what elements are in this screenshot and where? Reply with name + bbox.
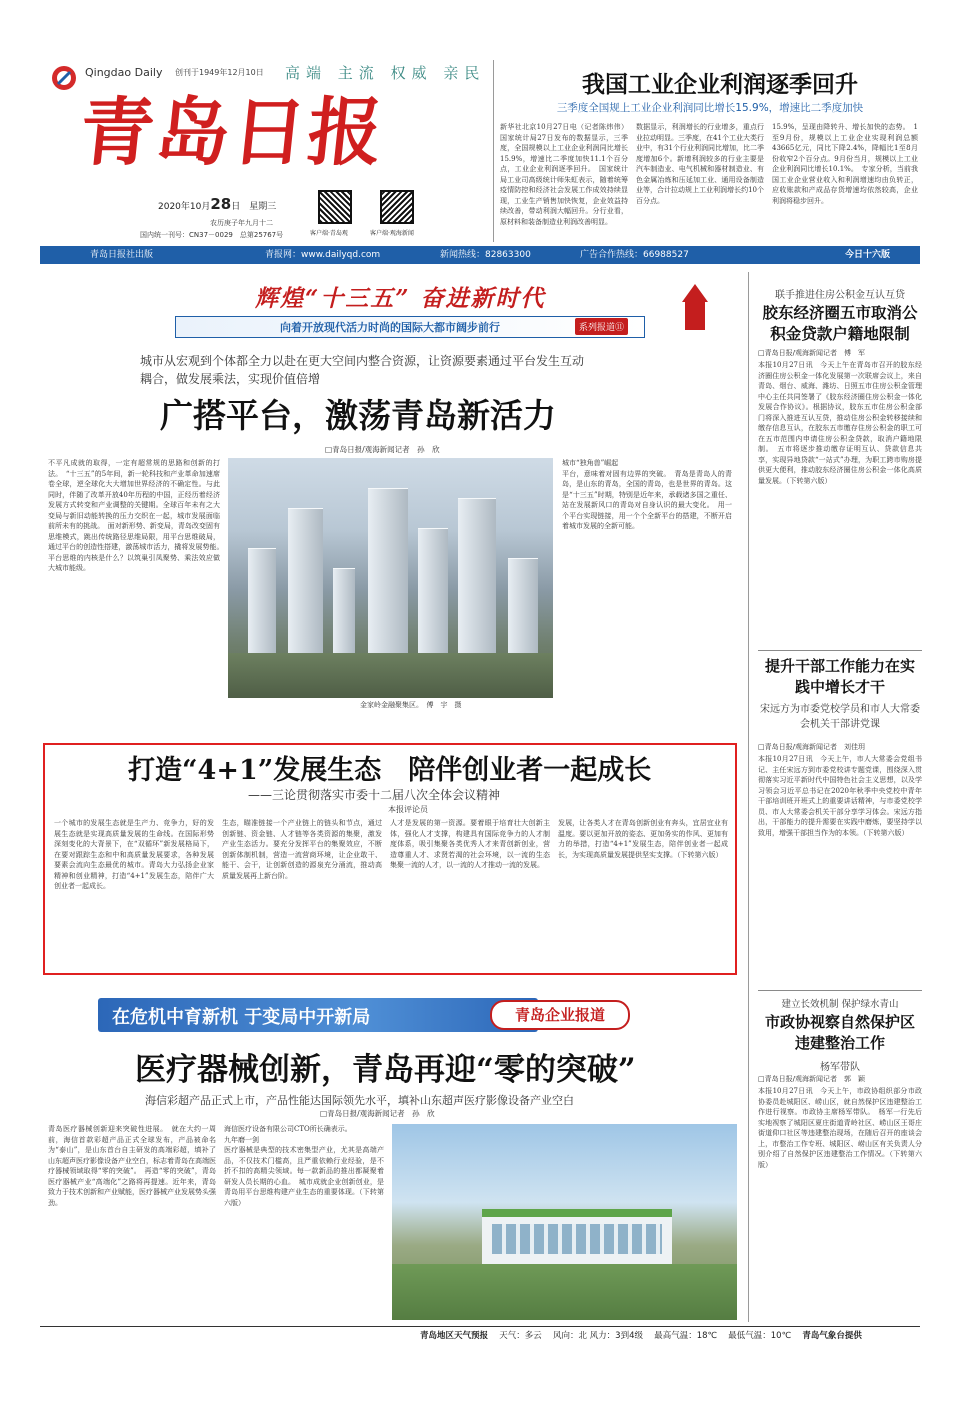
- city-photo-caption: 金家岭金融聚集区。 傅 宇 摄: [360, 701, 462, 709]
- feature2-col2: 生态，瞄准链接一个产业链上的链头和节点，通过创新链、资金链、人才链等各类资源的集聚，激发产业生态活力。要充分发挥平台的集聚效应，不断创新体制机制，营造一流营商环境，让企业敢干、能干、会干，让创新创造的源泉充分涌流，推动高质量发展再上新台阶。: [222, 819, 382, 880]
- top-story-subhead: 三季度全国规上工业企业利润同比增长15.9%，增速比二季度加快: [556, 102, 864, 114]
- logo-icon: [50, 64, 78, 92]
- series-tag[interactable]: 系列报道⑪: [575, 318, 628, 335]
- s1-kicker: 联手推进住房公积金互认互贷: [775, 290, 905, 301]
- landmark-icon: [680, 282, 710, 332]
- feature2-col3: 人才是发展的第一资源。要着眼于培育壮大创新主体，强化人才支撑，构建具有国际竞争力的人才制度体系，吸引集聚各类优秀人才来青创新创业，营造尊重人才、求贤若渴的社会环境，以一流的生态集聚一流的人才，以一流的人才推动一流的发展。: [390, 819, 550, 869]
- weather-wind-dir: 风向：北: [552, 1331, 587, 1341]
- masthead-title: 青岛日报: [75, 90, 389, 176]
- s1-byline: □青岛日报/观海新闻记者 傅 军: [758, 349, 865, 357]
- top-story-col1: 新华社北京10月27日电（记者陈炜伟）国家统计局27日发布的数据显示，三季度，全国规模以上工业企业利润同比增长15.9%，增速比二季度加快11.1个百分点，工业企业利润逐季回升。 国家统计局工业司高级统计师朱虹表示，随着统筹疫情防控和经济社会发展工作成效持续显现，工业生产销售加快恢复，企业效益持续改善，带动利润大幅回升。分行业看，原材料和装备制造业利润改善明显。: [500, 123, 628, 226]
- feature2-subhead: ——三论贯彻落实市委十二届八次全体会议精神: [248, 788, 501, 802]
- weather-sky: 天气：多云: [499, 1331, 542, 1341]
- feature1-body-right: 城市“独角兽”崛起 平台，意味着对固有边界的突破。 青岛是青岛人的青岛，是山东的青岛，全国的青岛，也是世界的青岛。这是“十三五”时期，特别是近年来，承载诸多国之重任、站在发展新风口的青岛对自身认识的最大变化。 用一个平台实现链接，用一个个全新平台的搭建，不断开启着城市发展的全新可能。: [562, 459, 732, 530]
- feature2-headline[interactable]: 打造“4+1”发展生态 陪伴创业者一起成长: [128, 755, 652, 786]
- issn: 国内统一刊号：CN37－0029 总第25767号: [140, 231, 284, 239]
- feature1-byline: □青岛日报/观海新闻记者 孙 欣: [325, 445, 440, 454]
- feature1-headline[interactable]: 广搭平台，激荡青岛新活力: [160, 396, 556, 435]
- s3-byline: □青岛日报/观海新闻记者 郭 颖: [758, 1075, 865, 1083]
- sidebar: [758, 272, 922, 1322]
- feature3-col1: 青岛医疗器械创新迎来突破性进展。 就在大约一周前，海信首款彩超产品正式全球发布，产品被命名为“泰山”，是山东首台自主研发的高端彩超，填补了山东超声医疗影像设备产业空白，标志着青岛在高端医疗器械领域取得“零的突破”。 再造“零的突破”，青岛医疗器械产业“高端化”之路将再提速。近年来，青岛致力于技术创新和产业赋能，医疗器械产业发展势头强劲。: [48, 1125, 216, 1207]
- medical-campus-photo[interactable]: [392, 1124, 737, 1320]
- s2-body: 本报10月27日讯 今天上午，市人大常委会党组书记、主任宋远方到市委党校讲专题党课，围绕深入贯彻落实习近平新时代中国特色社会主义思想，以及学习领会习近平总书记在2020年秋季中央党校中青年干部培训班开班式上的重要讲话精神，与市委党校学员、市人大常委会机关干部分享学习体会。宋远方指出，干部能力的提升需要在实践中磨炼，要坚持学以致用，增强干部担当作为的本领。（下转第六版）: [758, 755, 922, 837]
- s3-kicker: 建立长效机制 保护绿水青山: [781, 999, 899, 1010]
- top-story-col3: 15.9%，呈现由降转升、增长加快的态势。 1至9月份，规模以上工业企业实现利润总额43665亿元，同比下降2.4%，降幅比1至8月份收窄2个百分点。9月份当月，规模以上工业企业利润同比增长10.1%。 专家分析，当前我国工业企业营业收入和利润增速均由负转正，应收账款和产成品存货增速均依然较高，企业利润将稳步回升。: [772, 123, 918, 205]
- top-story-col2: 数据显示，利润增长的行业增多，重点行业拉动明显。三季度，在41个工业大类行业中，有31个行业利润同比增加，比二季度增加6个。新增利润较多的行业主要是汽车制造业、电气机械和器材制造业、有色金属冶炼和压延加工业、通用设备制造业等，合计拉动规上工业利润增长约10个百分点。: [636, 123, 764, 205]
- top-story-headline[interactable]: 我国工业企业利润逐季回升: [582, 71, 858, 98]
- info-bar: [40, 246, 920, 264]
- brand-en: Qingdao Daily: [85, 66, 163, 79]
- lunar-date: 农历庚子年九月十二: [210, 219, 273, 227]
- feature2-col4: 发展，让各类人才在青岛创新创业有奔头，宜居宜业有温度。要以更加开放的姿态、更加务实的作风、更加有力的举措，打造“4+1”发展生态，陪伴创业者一起成长，为实现高质量发展提供坚实支撑。（下转第六版）: [558, 819, 728, 859]
- qr-right-label: 客户端·观海新闻: [370, 230, 414, 237]
- top-story: [500, 62, 920, 242]
- feature3-deck: 海信彩超产品正式上市，产品性能达国际领先水平，填补山东超声医疗影像设备产业空白: [145, 1094, 574, 1107]
- feature1-body-left: 不平凡成就的取得，一定有超常规的思路和创新的打法。 “十三五”的5年间，新一轮科技和产业革命加速席卷全球，逆全球化大大增加世界经济的不确定性。与此同时，伴随了改革开放40年历程的中国，正经历着经济发展方式转变和产业调整的关键期。全球百年未有之大变局与新旧动能转换的压力交织在一起，城市发展面临前所未有的挑战。 面对新形势、新变局，青岛改变固有思维模式，跳出传统路径思维局限，用平台思维破局，通过平台的创造性搭建，激荡城市活力，撬将发展势能。 平台思维的内核是什么？以筑巢引凤聚势、乘法效应做大城市能级。: [48, 459, 227, 572]
- weather-max: 最高气温：18℃: [654, 1331, 718, 1341]
- weather-wind-force: 风力：3到4级: [589, 1331, 643, 1341]
- masthead: [40, 58, 500, 238]
- ad-hotline: 广告合作热线：66988527: [580, 250, 689, 260]
- qr-code-right[interactable]: [380, 190, 414, 224]
- website-link[interactable]: 青报网：www.dailyqd.com: [265, 250, 381, 260]
- feature2: [48, 748, 734, 972]
- feature3-banner: [98, 998, 538, 1032]
- s3-subhead: 杨军带队: [820, 1062, 860, 1073]
- s2-headline[interactable]: 提升干部工作能力在实践中增长才干: [764, 657, 915, 696]
- issue-date: 2020年10月28日 星期三: [158, 195, 277, 213]
- feature3-col2: 海信医疗设备有限公司CTO所长确表示。 九年磨一剑 医疗器械是典型的技术密集型产业，尤其是高端产品，不仅技术门槛高，且严重依赖行业经验，是不折不扣的高精尖领域。每一款新品的推出都凝聚着研发人员长期的心血。 城市成就企业创新创业，是青岛用平台思维构建产业生态的重要体现。（下转第六版）: [224, 1125, 384, 1207]
- weather-source: 青岛气象台提供: [802, 1331, 862, 1341]
- s1-headline[interactable]: 胶东经济圈五市取消公积金贷款户籍地限制: [762, 303, 918, 343]
- s3-headline[interactable]: 市政协视察自然保护区违建整治工作: [764, 1013, 915, 1052]
- news-hotline: 新闻热线：82863300: [440, 250, 531, 260]
- feature1: [40, 272, 740, 732]
- feature3-tag[interactable]: 青岛企业报道: [490, 1000, 630, 1030]
- s3-body: 本报10月27日讯 今天上午，市政协组织部分市政协委员赴城阳区、崂山区，就自然保护区违建整治工作进行视察。市政协主席杨军带队。 杨军一行先后实地视察了城阳区夏庄街道青岭社区、崂山区王哥庄街道仰口社区等违建整治现场，在随后召开的座谈会上，市整治工作专班、城阳区、崂山区有关负责人分别介绍了自然保护区违建整治工作情况。（下转第六版）: [758, 1087, 922, 1169]
- weather-min: 最低气温：10℃: [728, 1331, 792, 1341]
- feature2-byline: 本报评论员: [388, 805, 428, 814]
- feature3-headline[interactable]: 医疗器械创新，青岛再迎“零的突破”: [135, 1052, 636, 1088]
- founded-text: 创刊于1949年12月10日: [175, 68, 264, 77]
- weather-label: 青岛地区天气预报: [420, 1331, 489, 1341]
- feature3-byline: □青岛日报/观海新闻记者 孙 欣: [320, 1109, 435, 1118]
- feature3-banner-text: 在危机中育新机 于变局中开新局: [112, 1007, 371, 1028]
- weather-bar: [420, 1328, 920, 1344]
- s2-subhead: 宋远方为市委党校学员和市人大常委会机关干部讲党课: [760, 704, 920, 730]
- feature1-banner-sub: 向着开放现代活力时尚的国际大都市阔步前行: [280, 321, 500, 334]
- feature2-col1: 一个城市的发展生态就是生产力、竞争力，好的发展生态就是实现高质量发展的生命线。在国际形势深刻变化的大背景下，在“双循环”新发展格局下，在要对跟踪生态和中和高质量发展要求，各种发展要素会流向生态最优的城市。青岛大力弘扬企业家精神和创业精神，打造“4+1”发展生态，陪伴广大创业者一起成长。: [54, 819, 214, 890]
- city-photo[interactable]: [228, 458, 553, 698]
- feature1-deck: 城市从宏观到个体都全力以赴在更大空间内整合资源，让资源要素通过平台发生互动耦合，做发展乘法，实现价值倍增: [140, 354, 585, 386]
- qr-code-left[interactable]: [318, 190, 352, 224]
- feature1-banner-title: 辉煌“十三五” 奋进新时代: [255, 285, 546, 312]
- page-count: 今日十六版: [845, 250, 891, 260]
- publisher: 青岛日报社出版: [90, 250, 154, 260]
- slogans: 高端 主流 权威 亲民: [285, 64, 486, 82]
- qr-left-label: 客户端·青岛观: [310, 230, 348, 237]
- s2-byline: □青岛日报/观海新闻记者 刘佳玥: [758, 743, 865, 751]
- s1-body: 本报10月27日讯 今天上午在青岛市召开的胶东经济圈住房公积金一体化发展第一次联席会议上，来自青岛、烟台、威海、潍坊、日照五市住房公积金管理中心主任共同签署了《胶东经济圈住房公积金一体化发展合作协议》。根据协议，胶东五市住房公积金部门将深入推进互认互贷，推动住房公积金转移接续和缴存信息互认，在胶东五市缴存住房公积金的职工可在五市范围内申请住房公积金贷款，取消户籍地限制。 五市将逐步推动缴存证明互认、贷款信息共享，实现异地贷款“一站式”办理，为职工跨市购房提供更大便利，推动胶东经济圈住房公积金一体化高质量发展。（下转第六版）: [758, 361, 922, 485]
